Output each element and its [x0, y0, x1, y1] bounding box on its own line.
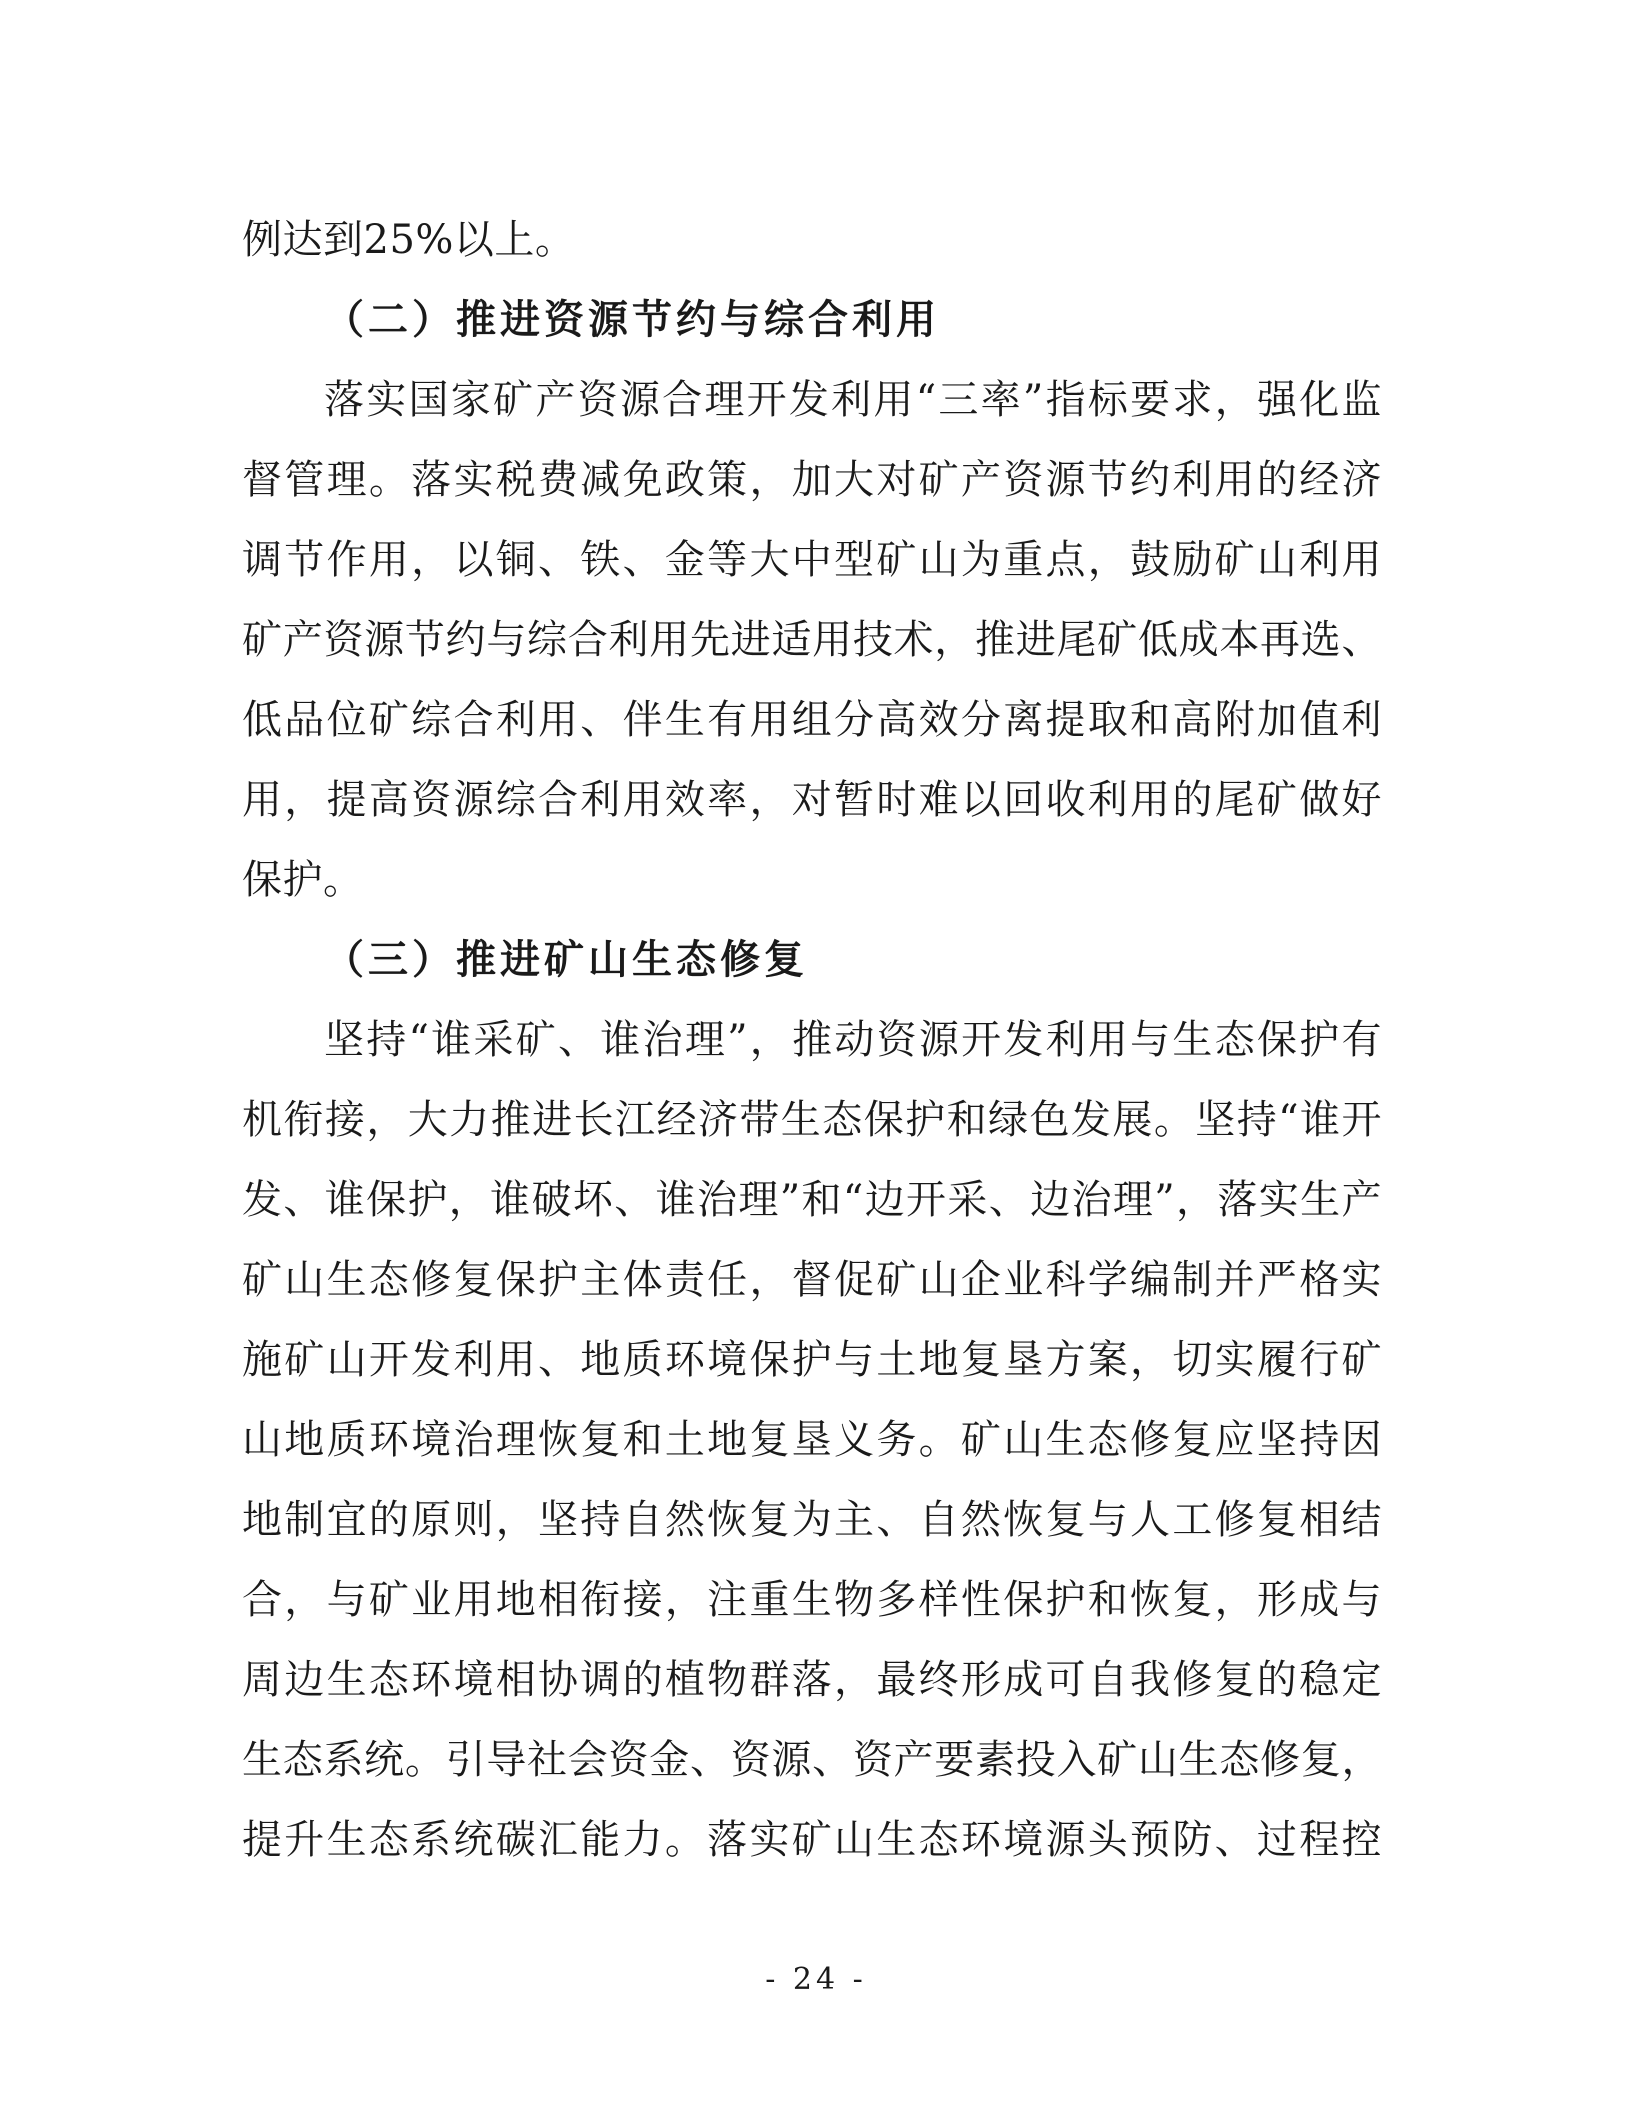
paragraph-line: 例达到25%以上。	[242, 217, 576, 263]
paragraph-line: 矿产资源节约与综合利用先进适用技术，推进尾矿低成本再选、	[242, 617, 1382, 663]
paragraph-line: 坚持“谁采矿、谁治理”，推动资源开发利用与生态保护有	[324, 1017, 1382, 1063]
paragraph-line: 矿山生态修复保护主体责任，督促矿山企业科学编制并严格实	[242, 1257, 1382, 1303]
paragraph-line: 落实国家矿产资源合理开发利用“三率”指标要求，强化监	[324, 377, 1382, 423]
paragraph-line: 用，提高资源综合利用效率，对暂时难以回收利用的尾矿做好	[242, 777, 1382, 823]
paragraph-line: 督管理。落实税费减免政策，加大对矿产资源节约利用的经济	[242, 457, 1382, 503]
paragraph-line: 生态系统。引导社会资金、资源、资产要素投入矿山生态修复，	[242, 1737, 1382, 1783]
paragraph-line: 提升生态系统碳汇能力。落实矿山生态环境源头预防、过程控	[242, 1817, 1382, 1863]
paragraph-line: 山地质环境治理恢复和土地复垦义务。矿山生态修复应坚持因	[242, 1417, 1382, 1463]
paragraph-line: 发、谁保护，谁破坏、谁治理”和“边开采、边治理”，落实生产	[242, 1177, 1382, 1223]
paragraph-line: 施矿山开发利用、地质环境保护与土地复垦方案，切实履行矿	[242, 1337, 1382, 1383]
paragraph-line: 调节作用，以铜、铁、金等大中型矿山为重点，鼓励矿山利用	[242, 537, 1382, 583]
body-text	[242, 200, 1382, 1880]
paragraph-line: 周边生态环境相协调的植物群落，最终形成可自我修复的稳定	[242, 1657, 1382, 1703]
paragraph-line: 机衔接，大力推进长江经济带生态保护和绿色发展。坚持“谁开	[242, 1097, 1382, 1143]
paragraph-line: 保护。	[242, 857, 364, 903]
paragraph-line: 低品位矿综合利用、伴生有用组分高效分离提取和高附加值利	[242, 697, 1382, 743]
section-heading-3: （三）推进矿山生态修复	[324, 937, 808, 983]
page-number: - 24 -	[765, 1962, 867, 1997]
paragraph-line: 合，与矿业用地相衔接，注重生物多样性保护和恢复，形成与	[242, 1577, 1382, 1623]
section-heading-2: （二）推进资源节约与综合利用	[324, 297, 940, 343]
paragraph-line: 地制宜的原则，坚持自然恢复为主、自然恢复与人工修复相结	[242, 1497, 1382, 1543]
